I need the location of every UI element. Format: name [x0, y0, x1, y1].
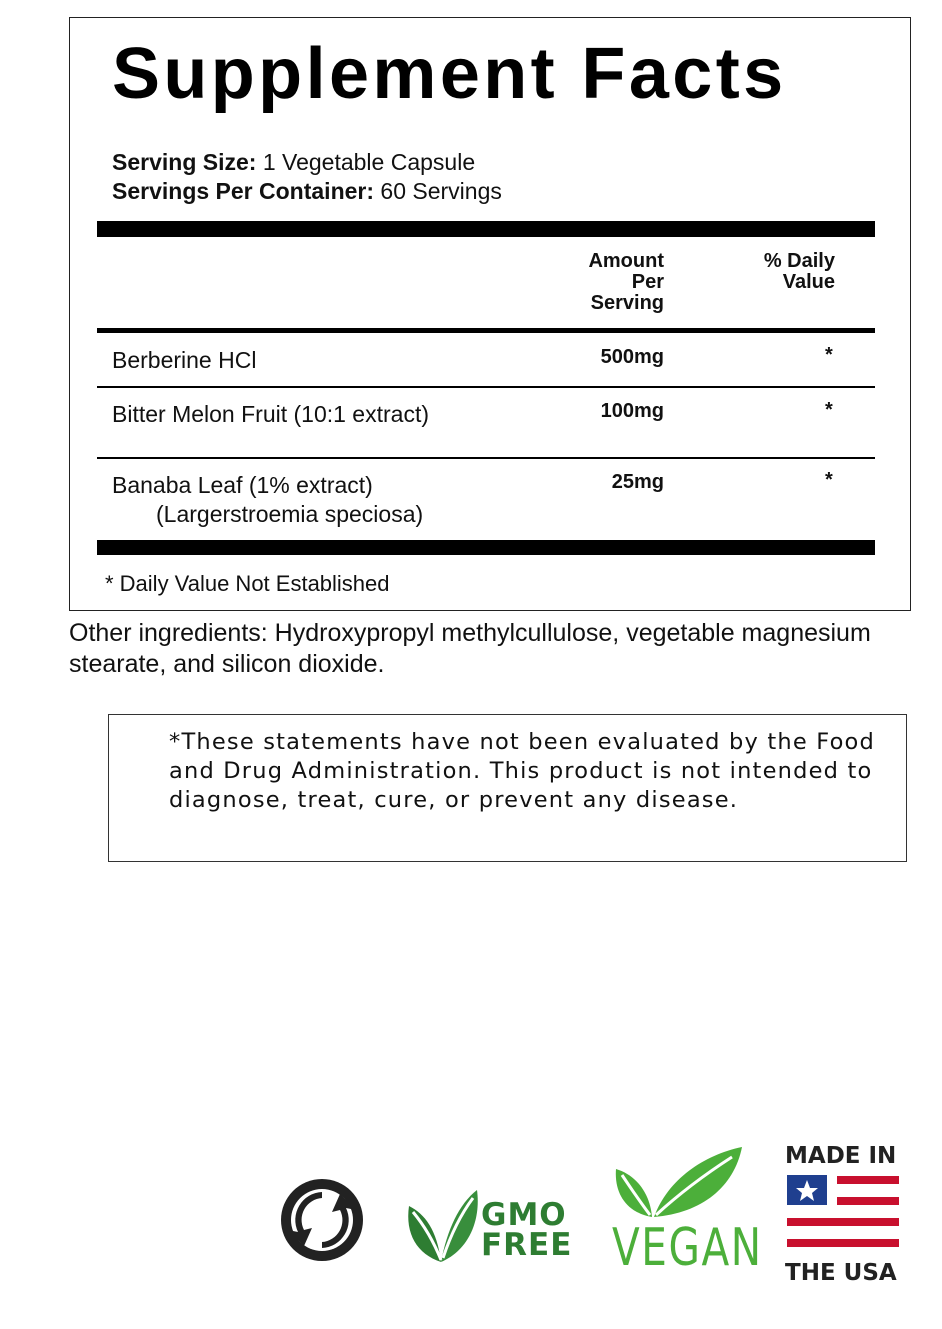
daily-value-header-line: % Daily: [763, 250, 835, 272]
ingredient-name: Banaba Leaf (1% extract): [112, 472, 373, 498]
serving-size-value: 1 Vegetable Capsule: [256, 149, 476, 175]
row-divider: [97, 457, 875, 459]
daily-value-header-line: Value: [782, 271, 835, 293]
ingredient-name: Berberine HCl: [112, 347, 257, 373]
daily-value-footnote: * Daily Value Not Established: [105, 571, 390, 596]
servings-per-container: [112, 177, 502, 206]
vegan-badge: [610, 1143, 763, 1278]
vegan-label: VEGAN: [612, 1218, 763, 1278]
ingredient-amount: 500mg: [600, 346, 664, 368]
leaf-icon: [403, 1184, 481, 1264]
bottom-thick-bar: [97, 540, 875, 555]
header-divider: [97, 328, 875, 333]
gmo-label: GMO: [481, 1197, 567, 1233]
made-in-label: MADE IN: [785, 1143, 897, 1169]
ingredient-daily-value: *: [825, 344, 833, 366]
supplement-facts-panel: [69, 17, 911, 611]
other-ingredients: Other ingredients: Hydroxypropyl methylcullulose, vegetable magnesium stearate, and silicon dioxide.: [69, 619, 871, 678]
amount-header-line: Serving: [590, 292, 664, 314]
gmo-free-badge: [403, 1184, 578, 1264]
amount-header-line: Amount: [588, 250, 664, 272]
ingredient-amount: 25mg: [611, 471, 664, 493]
vegan-leaf-icon: [610, 1143, 750, 1223]
daily-value-header: [730, 251, 835, 293]
row-divider: [97, 386, 875, 388]
made-in-usa-badge: [783, 1142, 908, 1292]
serving-info: [112, 148, 502, 206]
servings-per-container-label: Servings Per Container:: [112, 178, 375, 204]
ingredient-daily-value: *: [825, 469, 833, 491]
servings-per-container-value: 60 Servings: [374, 178, 502, 204]
ingredient-daily-value: *: [825, 399, 833, 421]
amount-header-line: Per: [631, 271, 664, 293]
fda-disclaimer-box: [108, 714, 907, 862]
panel-title: Supplement Facts: [112, 34, 787, 114]
serving-size: [112, 148, 502, 177]
the-usa-label: THE USA: [785, 1260, 897, 1286]
recycle-icon: [278, 1176, 366, 1264]
fda-disclaimer-text: *These statements have not been evaluated by the Food and Drug Administration. This product is not intended to diagnose, treat, cure, or prevent any disease.: [169, 729, 875, 813]
ingredient-amount: 100mg: [600, 400, 664, 422]
amount-per-serving-header: [544, 251, 664, 314]
ingredient-name: Bitter Melon Fruit (10:1 extract): [112, 401, 429, 427]
serving-size-label: Serving Size:: [112, 149, 257, 175]
ingredient-botanical-name: (Largerstroemia speciosa): [156, 501, 424, 527]
free-label: FREE: [481, 1227, 573, 1263]
us-flag-icon: [787, 1175, 899, 1255]
top-thick-bar: [97, 221, 875, 237]
